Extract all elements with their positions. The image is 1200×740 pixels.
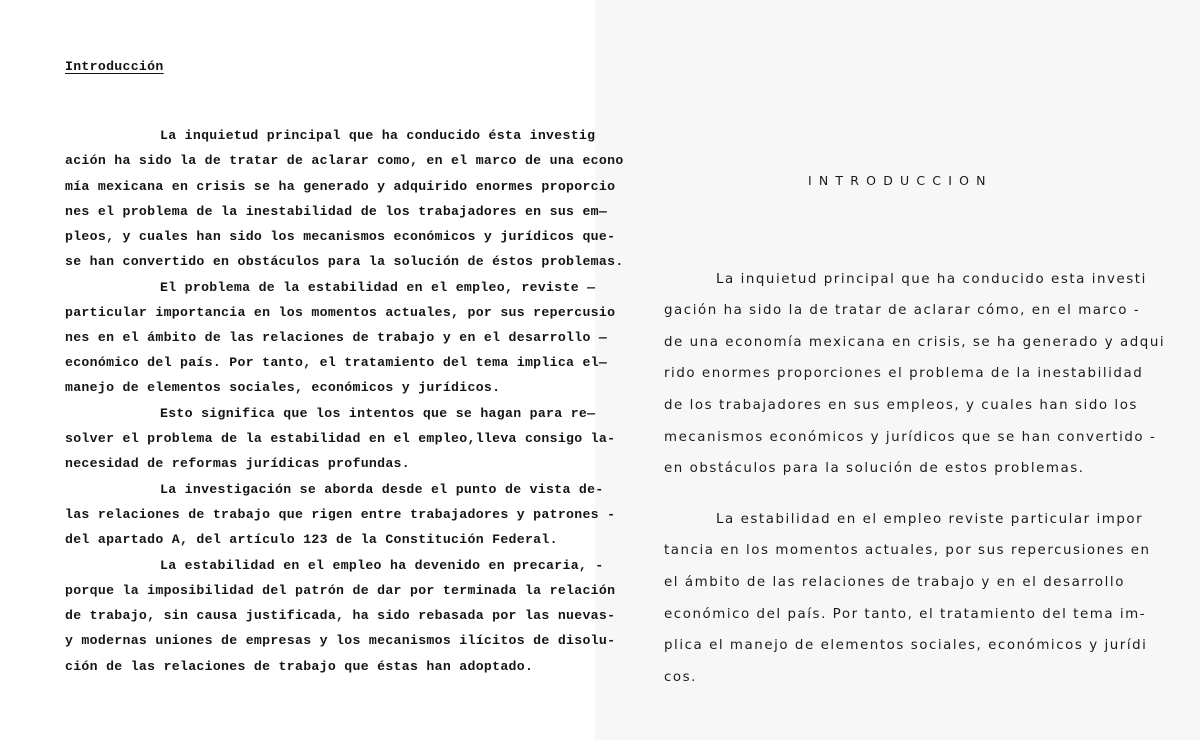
left-text-line: Esto significa que los intentos que se hagan para re— [160, 406, 596, 421]
left-text-line: se han convertido en obstáculos para la solución de éstos problemas. [65, 254, 624, 269]
left-text-line: necesidad de reformas jurídicas profundas. [65, 456, 410, 471]
right-text-line: de una economía mexicana en crisis, se ha generado y adqui [664, 335, 1166, 350]
left-text-line: particular importancia en los momentos actuales, por sus repercusio [65, 305, 616, 320]
right-text-line: mecanismos económicos y jurídicos que se han convertido - [664, 430, 1157, 445]
right-text-line: cos. [664, 670, 697, 685]
left-text-line: las relaciones de trabajo que rigen entre trabajadores y patrones - [65, 507, 616, 522]
left-text-line: solver el problema de la estabilidad en el empleo,lleva consigo la- [65, 431, 616, 446]
left-text-line: La investigación se aborda desde el punto de vista de- [160, 482, 604, 497]
left-text-line: porque la imposibilidad del patrón de dar por terminada la relación [65, 583, 616, 598]
right-text-line: plica el manejo de elementos sociales, económicos y jurídi [664, 638, 1148, 653]
left-text-line: La inquietud principal que ha conducido ésta investig [160, 128, 596, 143]
right-text-line: tancia en los momentos actuales, por sus repercusiones en [664, 543, 1151, 558]
left-text-line: ación ha sido la de tratar de aclarar como, en el marco de una econo [65, 153, 624, 168]
left-text-line: pleos, y cuales han sido los mecanismos económicos y jurídicos que- [65, 229, 616, 244]
left-text-line: manejo de elementos sociales, económicos y jurídicos. [65, 380, 501, 395]
left-text-line: nes el problema de la inestabilidad de los trabajadores en sus em— [65, 204, 608, 219]
left-text-line: ción de las relaciones de trabajo que éstas han adoptado. [65, 659, 534, 674]
left-text-line: económico del país. Por tanto, el tratamiento del tema implica el— [65, 355, 608, 370]
right-text-line: económico del país. Por tanto, el tratamiento del tema im- [664, 607, 1147, 622]
left-text-line: de trabajo, sin causa justificada, ha sido rebasada por las nuevas- [65, 608, 616, 623]
left-text-line: del apartado A, del artículo 123 de la Constitución Federal. [65, 532, 558, 547]
left-text-line: El problema de la estabilidad en el empleo, reviste — [160, 280, 596, 295]
right-page-heading: INTRODUCCION [808, 173, 993, 188]
left-text-line: nes en el ámbito de las relaciones de trabajo y en el desarrollo — [65, 330, 608, 345]
left-text-line: y modernas uniones de empresas y los mecanismos ilícitos de disolu- [65, 633, 616, 648]
right-text-line: La estabilidad en el empleo reviste particular impor [716, 512, 1144, 527]
left-text-line: mía mexicana en crisis se ha generado y adquirido enormes proporcio [65, 179, 616, 194]
left-text-line: La estabilidad en el empleo ha devenido en precaria, - [160, 558, 604, 573]
right-text-line: rido enormes proporciones el problema de la inestabilidad [664, 366, 1144, 381]
left-typewritten-page [0, 0, 595, 740]
right-text-line: el ámbito de las relaciones de trabajo y en el desarrollo [664, 575, 1125, 590]
left-page-heading: Introducción [65, 59, 164, 74]
right-text-line: La inquietud principal que ha conducido esta investi [716, 272, 1147, 287]
right-text-line: en obstáculos para la solución de estos problemas. [664, 461, 1085, 476]
right-text-line: gación ha sido la de tratar de aclarar cómo, en el marco - [664, 303, 1141, 318]
right-text-line: de los trabajadores en sus empleos, y cuales han sido los [664, 398, 1138, 413]
